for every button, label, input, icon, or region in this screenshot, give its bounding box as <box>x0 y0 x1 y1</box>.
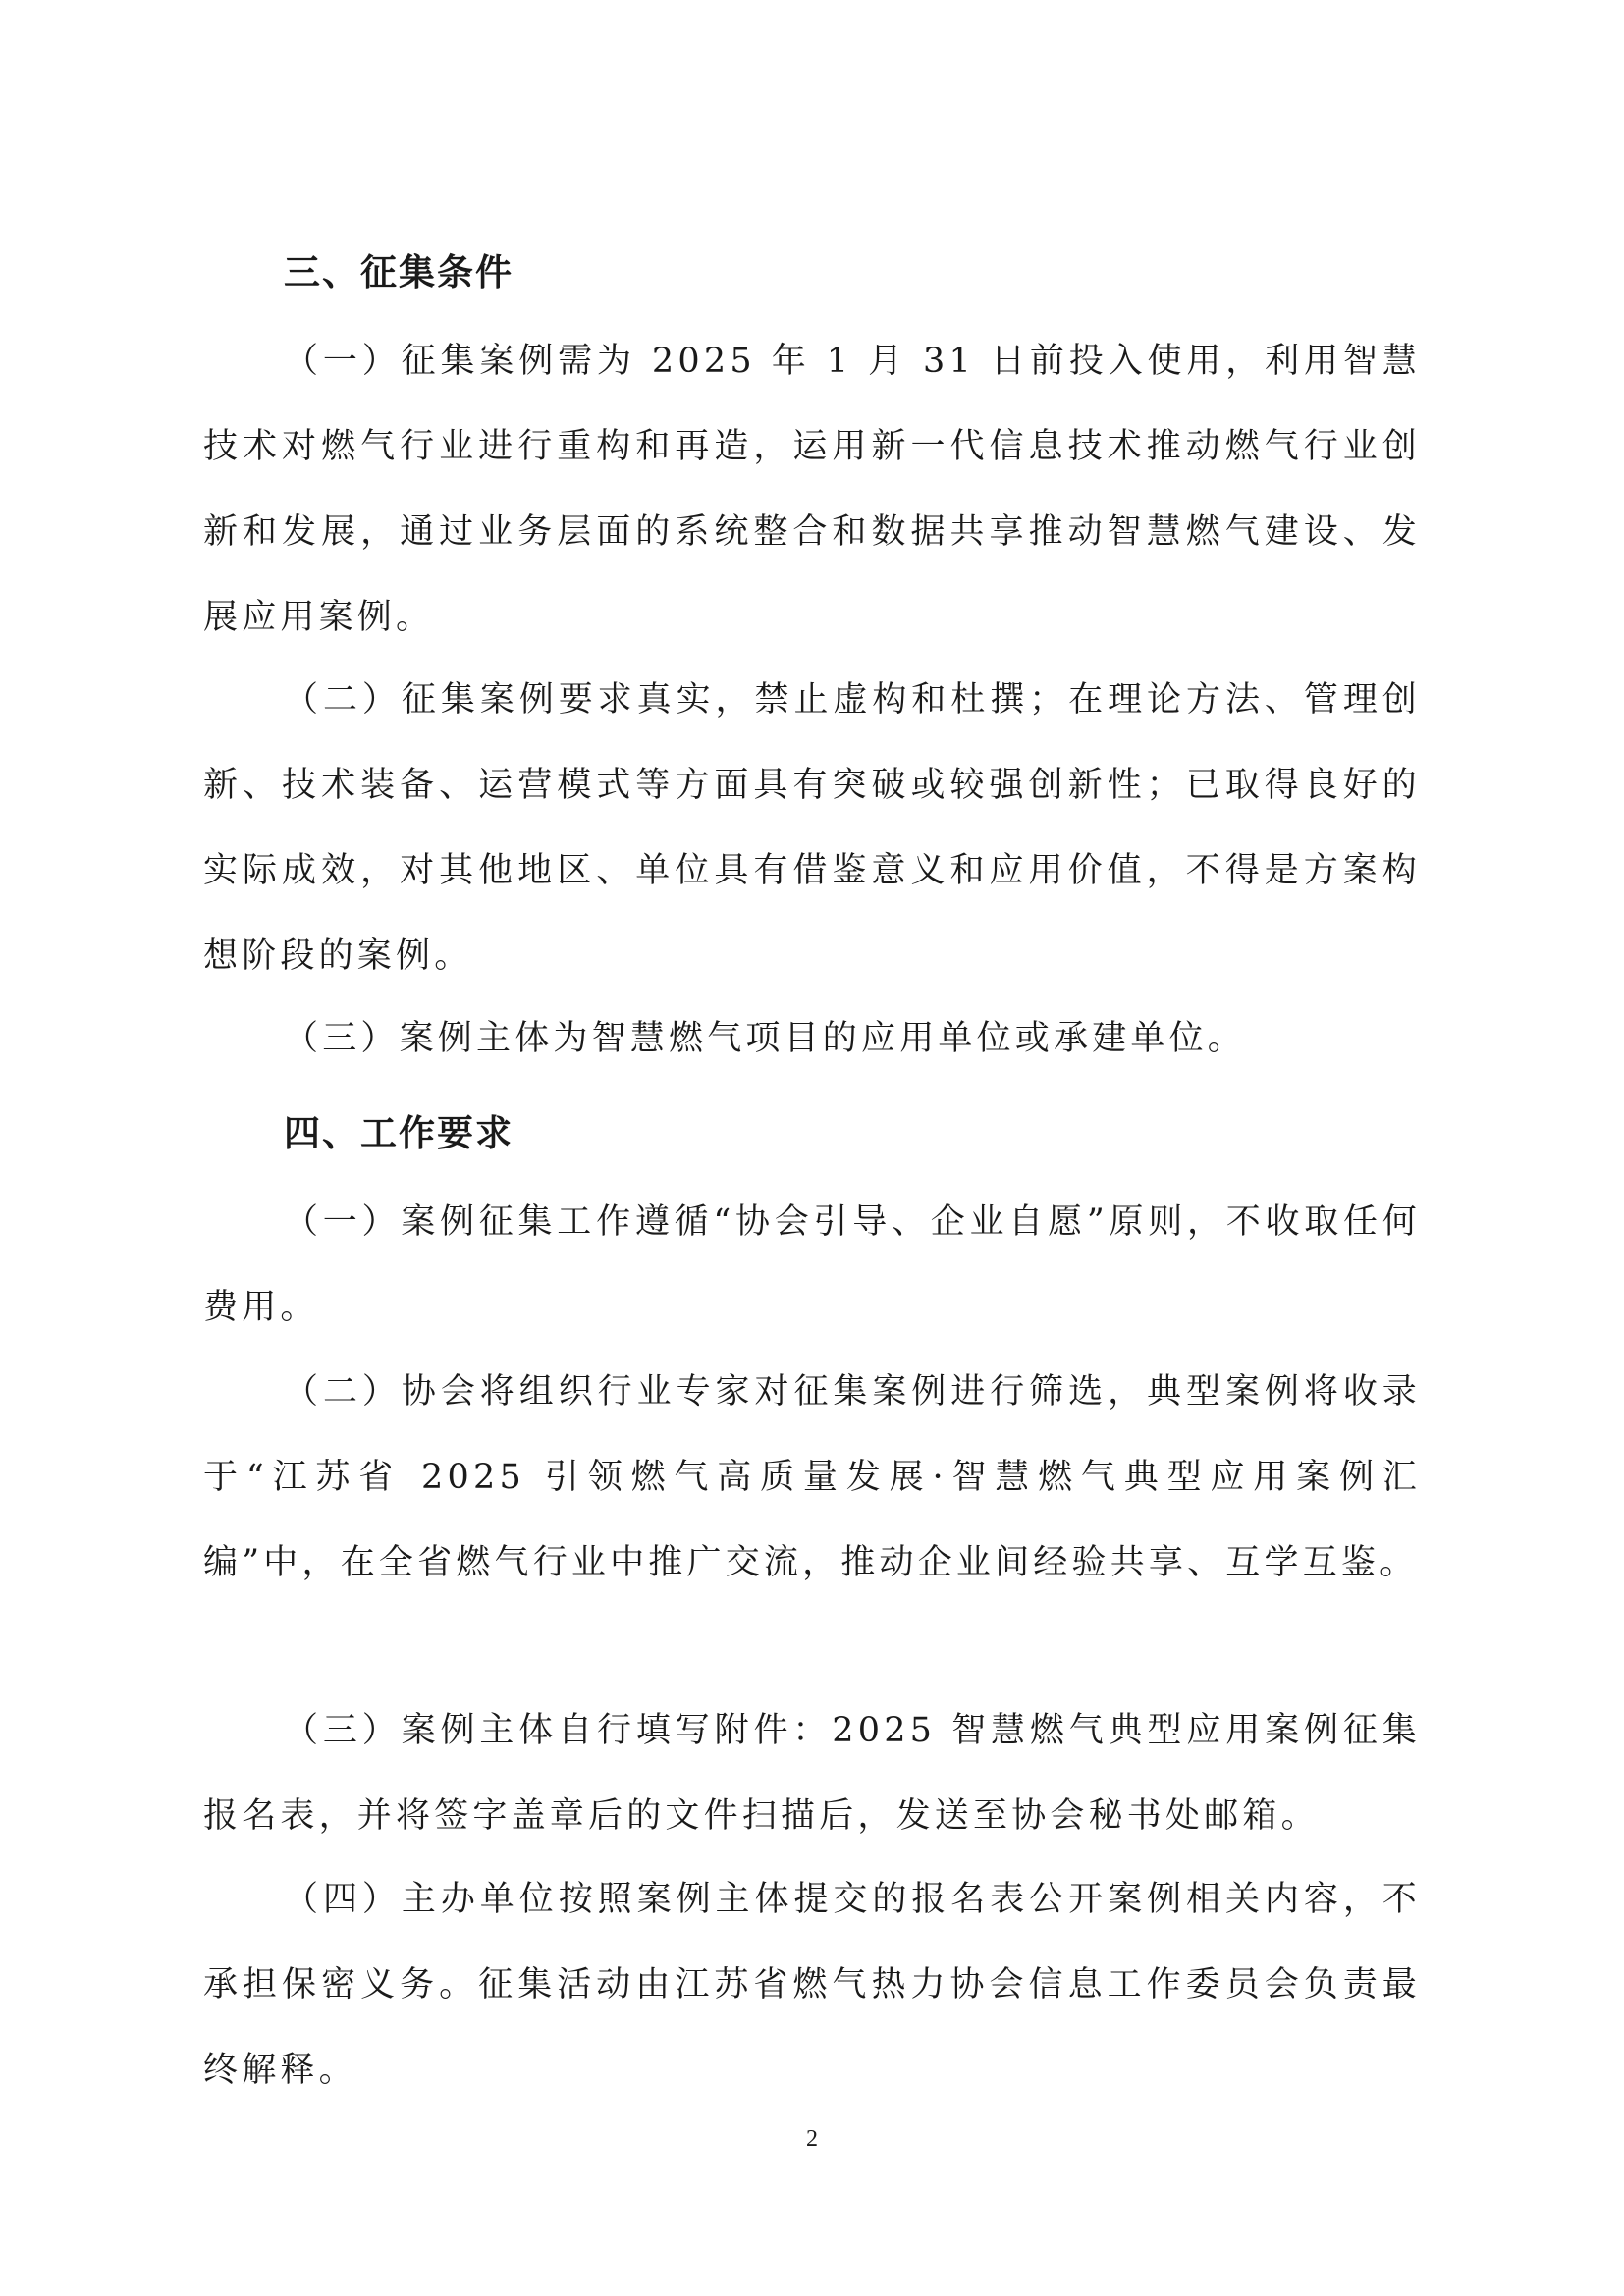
section-heading-collection-conditions: 三、征集条件 <box>284 251 514 294</box>
paragraph-requirement-2: （二）协会将组织行业专家对征集案例进行筛选，典型案例将收录于“江苏省 2025 引领燃气高质量发展·智慧燃气典型应用案例汇编”中，在全省燃气行业中推广交流，推动企业间经验共享、互学互鉴。 <box>203 1372 1421 1582</box>
paragraph-condition-2: （二）征集案例要求真实，禁止虚构和杜撰；在理论方法、管理创新、技术装备、运营模式等方面具有突破或较强创新性；已取得良好的实际成效，对其他地区、单位具有借鉴意义和应用价值，不得是方案构想阶段的案例。 <box>203 680 1421 976</box>
section-heading-work-requirements: 四、工作要求 <box>284 1112 514 1154</box>
paragraph-condition-1: （一）征集案例需为 2025 年 1 月 31 日前投入使用，利用智慧技术对燃气行业进行重构和再造，运用新一代信息技术推动燃气行业创新和发展，通过业务层面的系统整合和数据共享推动智慧燃气建设、发展应用案例。 <box>203 342 1421 637</box>
paragraph-condition-3: （三）案例主体为智慧燃气项目的应用单位或承建单位。 <box>284 1019 1247 1058</box>
paragraph-requirement-4: （四）主办单位按照案例主体提交的报名表公开案例相关内容，不承担保密义务。征集活动由江苏省燃气热力协会信息工作委员会负责最终解释。 <box>203 1880 1421 2090</box>
paragraph-requirement-3: （三）案例主体自行填写附件：2025 智慧燃气典型应用案例征集报名表，并将签字盖章后的文件扫描后，发送至协会秘书处邮箱。 <box>203 1711 1421 1836</box>
paragraph-requirement-1: （一）案例征集工作遵循“协会引导、企业自愿”原则，不收取任何费用。 <box>203 1202 1421 1327</box>
page-number: 2 <box>806 2126 818 2152</box>
